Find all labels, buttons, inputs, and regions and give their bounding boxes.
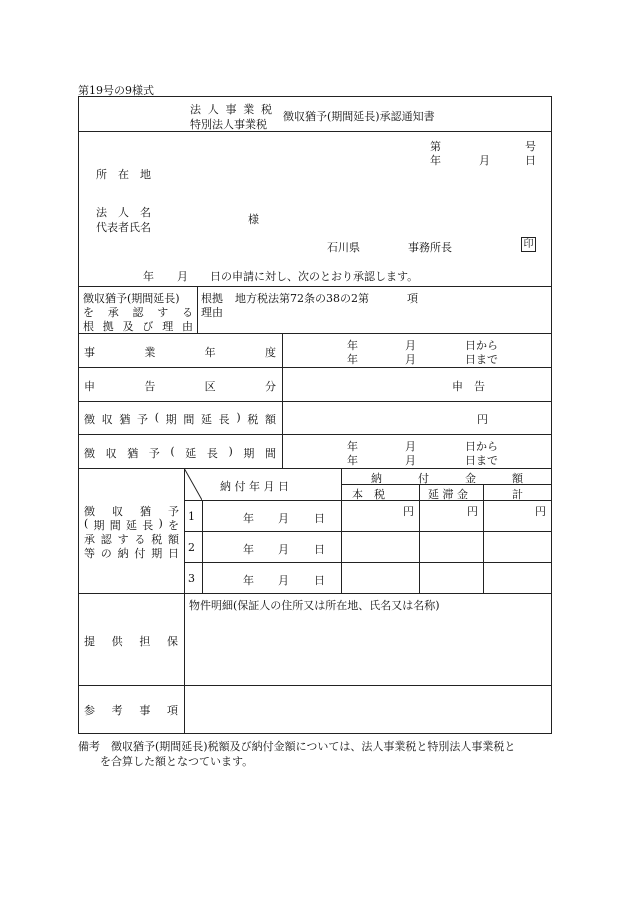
tax-amount-label: 徴 収 猶 予 ( 期 間 延 長 ) 税 額 xyxy=(84,411,276,426)
entry-number: 2 xyxy=(188,541,195,554)
business-year-to-month: 月 xyxy=(405,353,416,366)
entry-date-year: 年 xyxy=(243,512,254,525)
entry-number: 1 xyxy=(188,510,195,523)
business-year-from-year: 年 xyxy=(347,339,358,352)
footnote-line1: 備考 徴収猶予(期間延長)税額及び納付金額については、法人事業税と特別法人事業税と xyxy=(78,740,516,753)
entry-date-month: 月 xyxy=(278,512,289,525)
divider xyxy=(184,562,552,563)
divider xyxy=(78,593,552,594)
collateral-detail: 物件明細(保証人の住所又は所在地、氏名又は名称) xyxy=(189,599,440,612)
column-total: 計 xyxy=(512,488,523,501)
payment-amount-header: 納 付 金 額 xyxy=(371,472,523,485)
entry-date-year: 年 xyxy=(243,574,254,587)
basis-clause-unit: 項 xyxy=(407,292,418,305)
title-tax-line1: 法 人 事 業 税 xyxy=(190,103,272,116)
remarks-label: 参 考 事 項 xyxy=(84,704,178,717)
schedule-label-line4: 等 の 納 付 期 日 xyxy=(84,547,179,560)
date-month: 月 xyxy=(479,154,490,167)
date-year: 年 xyxy=(430,154,441,167)
business-year-to-day: 日まで xyxy=(465,353,498,366)
request-text: 日の申請に対し、次のとおり承認します。 xyxy=(210,270,419,283)
yen-unit: 円 xyxy=(535,505,546,518)
business-year-from-day: 日から xyxy=(465,339,498,352)
number-suffix: 号 xyxy=(525,140,536,153)
representative-label: 代表者氏名 xyxy=(96,221,151,234)
address-label: 所 在 地 xyxy=(96,168,151,181)
entry-date-month: 月 xyxy=(278,543,289,556)
title-tax-line2: 特別法人事業税 xyxy=(190,118,267,131)
basis-label-line3: 根 拠 及 び 理 由 xyxy=(83,320,193,333)
divider xyxy=(197,286,198,333)
divider xyxy=(202,500,203,593)
honorific: 様 xyxy=(248,213,259,226)
divider xyxy=(184,468,185,734)
business-year-label: 事 業 年 度 xyxy=(84,346,276,359)
schedule-label-line1: 徴 収 猶 予 xyxy=(84,505,179,518)
period-to-year: 年 xyxy=(347,454,358,467)
diagonal-line xyxy=(184,468,202,500)
issuer-office: 事務所長 xyxy=(408,241,452,254)
issuer-prefecture: 石川県 xyxy=(327,241,360,254)
corp-name-label: 法 人 名 xyxy=(96,206,151,219)
basis-label-line2: を 承 認 す る xyxy=(83,306,193,319)
business-year-from-month: 月 xyxy=(405,339,416,352)
divider xyxy=(78,434,552,435)
entry-date-day: 日 xyxy=(314,574,325,587)
entry-date-year: 年 xyxy=(243,543,254,556)
reason-label: 理由 xyxy=(201,306,223,319)
basis-law: 地方税法第72条の38の2第 xyxy=(235,292,369,305)
business-year-to-year: 年 xyxy=(347,353,358,366)
divider xyxy=(184,531,552,532)
divider xyxy=(419,484,420,593)
basis-label-line1: 徴収猶予(期間延長) xyxy=(83,292,180,305)
payment-date-header: 納 付 年 月 日 xyxy=(220,480,289,493)
request-month: 月 xyxy=(177,270,188,283)
collateral-label: 提 供 担 保 xyxy=(84,635,178,648)
column-principal-tax: 本 税 xyxy=(352,488,385,501)
divider xyxy=(78,468,552,469)
entry-date-month: 月 xyxy=(278,574,289,587)
divider xyxy=(282,333,283,468)
period-from-day: 日から xyxy=(465,440,498,453)
divider xyxy=(78,367,552,368)
period-from-year: 年 xyxy=(347,440,358,453)
divider xyxy=(483,484,484,593)
number-prefix: 第 xyxy=(430,140,441,153)
schedule-label-line3: 承 認 す る 税 額 xyxy=(84,533,179,546)
filing-label: 申 告 区 分 xyxy=(84,380,276,393)
document-title: 徴収猶予(期間延長)承認通知書 xyxy=(283,110,435,123)
filing-value: 申 告 xyxy=(452,380,485,393)
entry-date-day: 日 xyxy=(314,543,325,556)
form-number: 第19号の9様式 xyxy=(78,84,154,97)
basis-heading: 根拠 xyxy=(201,292,223,305)
divider xyxy=(78,401,552,402)
yen-unit: 円 xyxy=(467,505,478,518)
divider xyxy=(341,468,342,593)
entry-number: 3 xyxy=(188,572,195,585)
divider xyxy=(78,286,552,287)
tax-amount-unit: 円 xyxy=(477,413,488,426)
divider xyxy=(78,131,552,132)
period-to-month: 月 xyxy=(405,454,416,467)
period-label: 徴 収 猶 予 ( 延 長 ) 期 間 xyxy=(84,445,276,460)
seal-mark: 印 xyxy=(521,237,536,252)
period-to-day: 日まで xyxy=(465,454,498,467)
period-from-month: 月 xyxy=(405,440,416,453)
column-delinquency-charge: 延 滞 金 xyxy=(428,488,468,501)
footnote-line2: を合算した額となつています。 xyxy=(100,755,254,768)
schedule-label-line2: ( 期 間 延 長 ) を xyxy=(84,517,179,532)
entry-date-day: 日 xyxy=(314,512,325,525)
request-year: 年 xyxy=(143,270,154,283)
divider xyxy=(78,685,552,686)
date-day: 日 xyxy=(525,154,536,167)
yen-unit: 円 xyxy=(403,505,414,518)
